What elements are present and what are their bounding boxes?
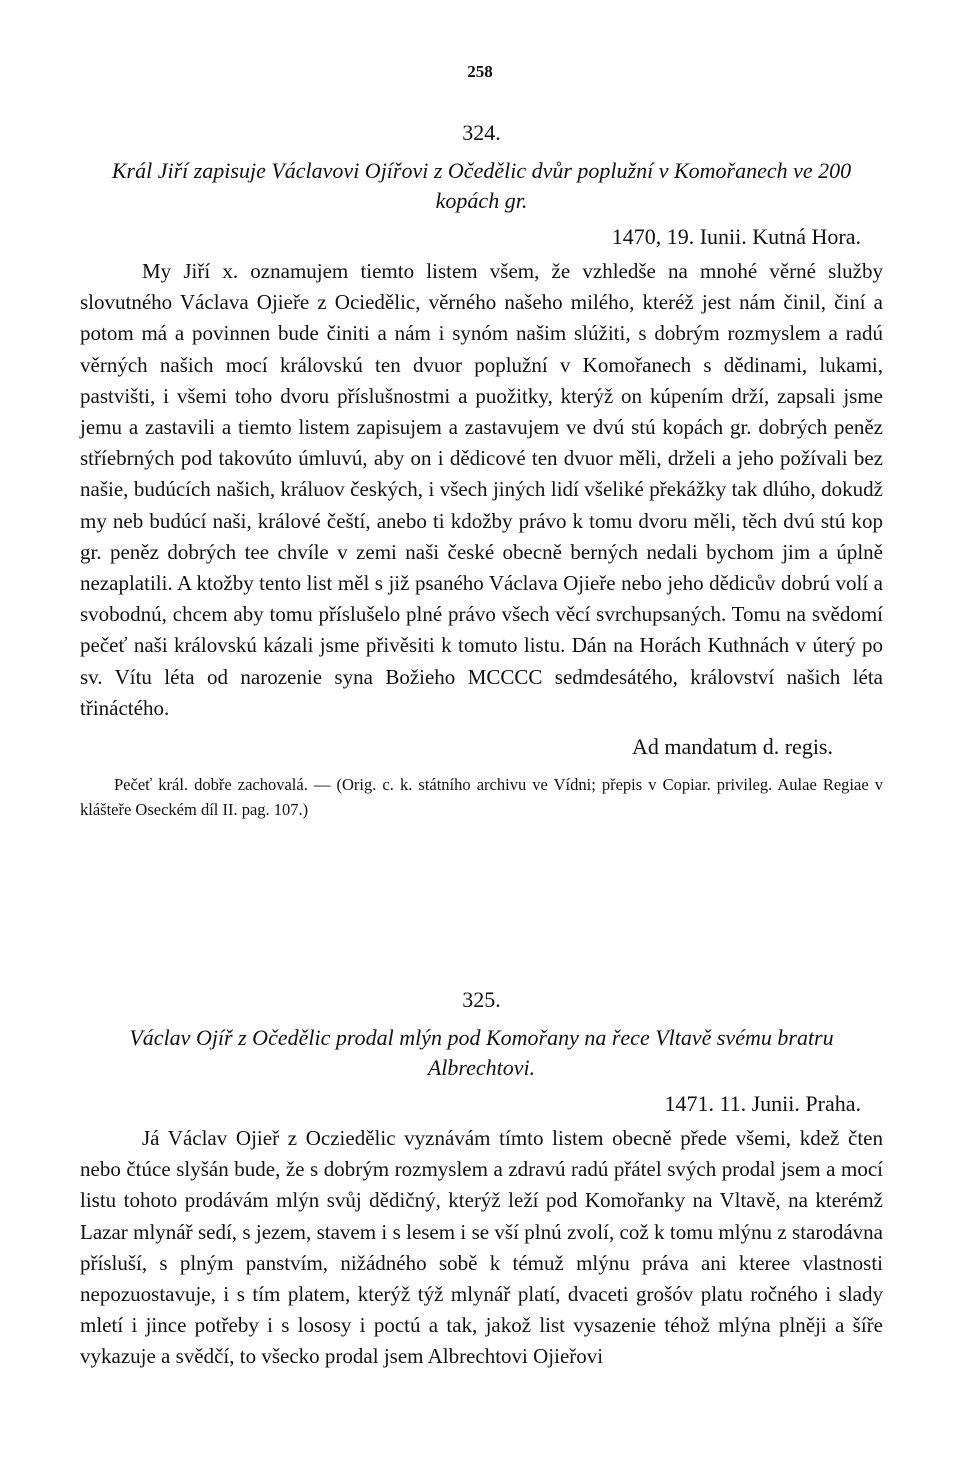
document-325 <box>80 985 883 1373</box>
document-324 <box>80 118 883 822</box>
document-body: My Jiří x. oznamujem tiemto listem všem, že vzhledše na mnohé věrné služby slovutného Václava Ojieře z Ociedělic, věrného našeho milého, kteréž jest nám činil, činí a potom má a povinnen bude činiti a nám i synóm našim slúžiti, s dobrým rozmyslem a radú věrných našich mocí královskú ten dvuor poplužní v Komořanech s dědinami, lukami, pastvišti, i všemi toho dvoru příslušnostmi a puožitky, kterýž on kúpením drží, zapsali jsme jemu a zastavili a tiemto listem zapisujem a zastavujem ve dvú stú kopách gr. dobrých peněz stříebrných pod takovúto úmluvú, aby on i dědicové ten dvuor měli, drželi a jeho požívali bez našie, budúcích našich, králuov českých, i všech jiných lidí všeliké překážky tak dlúho, dokudž my neb budúcí naši, králové čeští, anebo ti kdožby právo k tomu dvoru měli, těch dvú stú kop gr. peněz dobrých tee chvíle v zemi naši české obecně berných nedali bychom jim a úplně nezaplatili. A ktožby tento list měl s již psaného Václava Ojieře nebo jeho dědicův dobrú volí a svobodnú, chcem aby tomu příslušelo plné právo všech věcí svrchupsaných. Tomu na svědomí pečeť naši královskú kázali jsme přivěsiti k tomuto listu. Dán na Horách Kuthnách v úterý po sv. Vítu léta od narozenie syna Božieho MCCCC sedmdesátého, království našich léta třináctého. <box>80 259 883 720</box>
document-summary: Král Jiří zapisuje Václavovi Ojířovi z Očedělic dvůr poplužní v Komořanech ve 200 kopách gr. <box>111 158 852 213</box>
page-number: 258 <box>467 62 493 81</box>
document-body: Já Václav Ojieř z Ocziedělic vyznávám tímto listem obecně přede všemi, kdež čten nebo čtúce slyšán bude, že s dobrým rozmyslem a zdravú radú přátel svých prodal jsem a mocí listu tohoto prodávám mlýn svůj dědičný, kterýž leží pod Komořanky na Vltavě, na kterémž Lazar mlynář sedí, s jezem, stavem i s lesem i se vší plnú zvolí, což k tomu mlýnu z starodávna přísluší, s plným panstvím, nižádného sobě k témuž mlýnu práva ani kteree vlastnosti nepozuostavuje, i s tím platem, kterýž týž mlynář platí, dvaceti grošóv platu ročného i slady mletí i jince potřeby i s lososy i poctú a tak, jakož list vysazenie téhož mlýna plněji a šíře vykazuje a svědčí, to všecko prodal jsem Albrechtovi Ojieřovi <box>80 1126 883 1369</box>
document-dateline: 1471. 11. Junii. Praha. <box>664 1091 861 1116</box>
document-note: Pečeť král. dobře zachovalá. — (Orig. c. k. státního archivu ve Vídni; přepis v Copiar. privileg. Aulae Regiae v klášteře Oseckém díl II. pag. 107.) <box>80 775 883 820</box>
document-dateline: 1470, 19. Iunii. Kutná Hora. <box>611 224 861 249</box>
document-number: 324. <box>462 120 501 145</box>
document-signature: Ad mandatum d. regis. <box>631 734 833 760</box>
document-summary: Václav Ojíř z Očedělic prodal mlýn pod Komořany na řece Vltavě svému bratru Albrechtovi. <box>129 1025 834 1080</box>
document-number: 325. <box>462 987 501 1012</box>
